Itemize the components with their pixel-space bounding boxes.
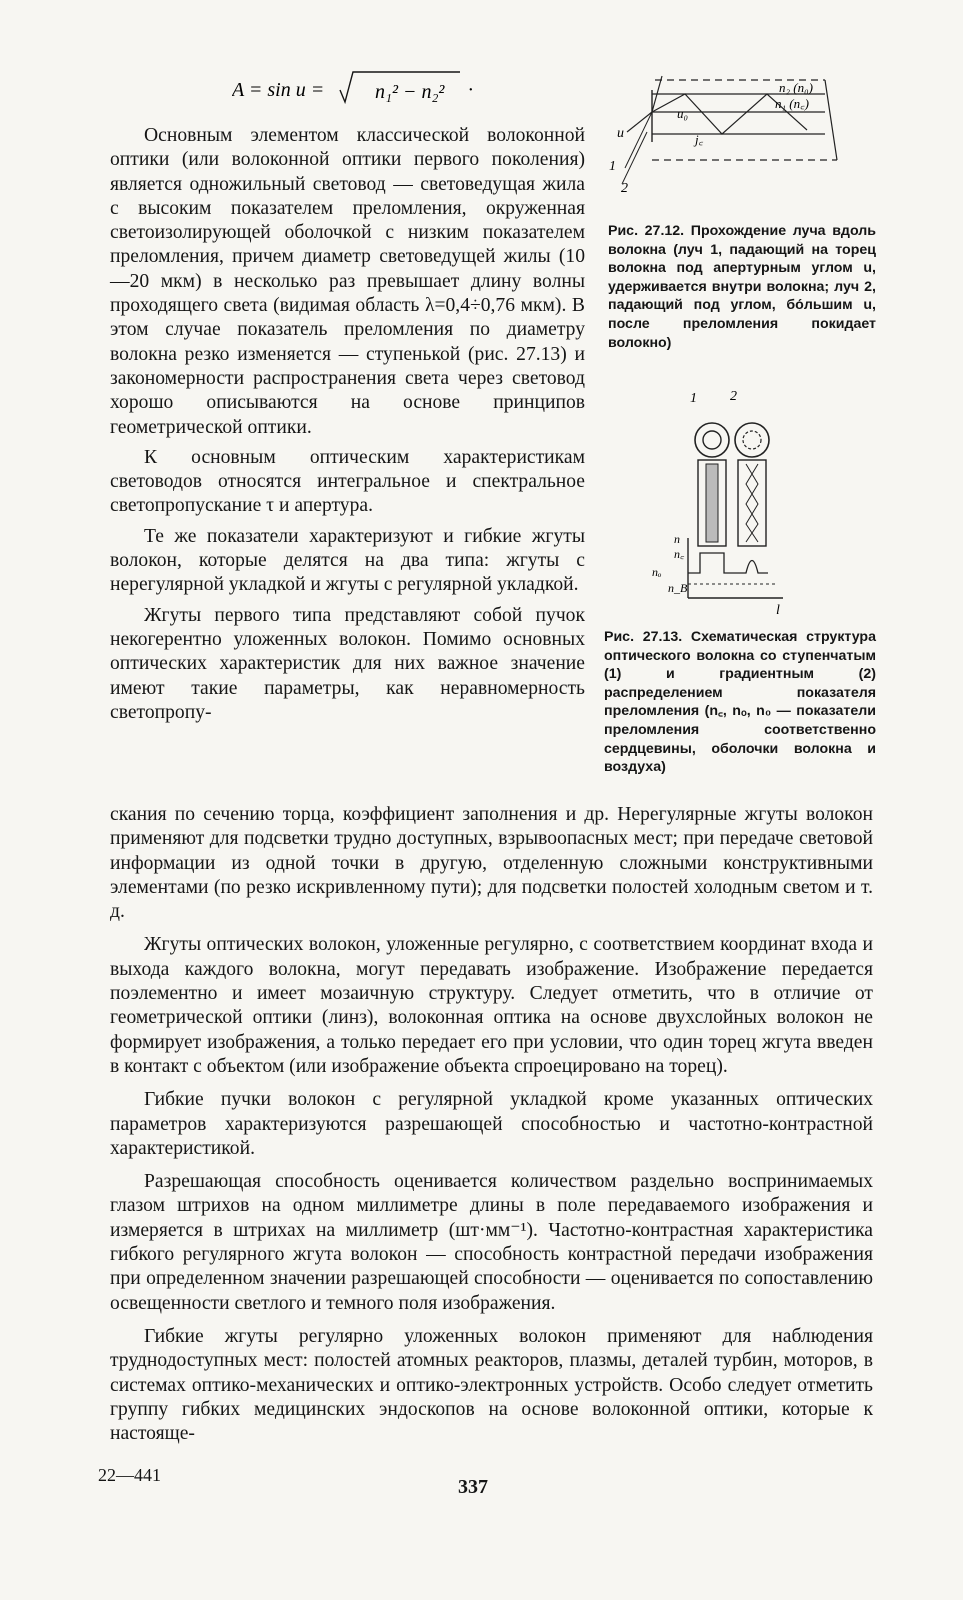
fiber-1-core-body: [706, 464, 718, 542]
formula-graphic: [232, 66, 492, 116]
label-ray-2: 2: [621, 181, 628, 196]
full-width-text: [110, 803, 873, 1446]
paragraph: Жгуты оптических волокон, уложенные регулярно, с соответствием координат входа и выхода каждого волокна, могут передавать изображение. Изображение передается поэлементно и имеет мозаичную структуру. Следует отметить, что в отличие от геометрической оптики (линз), волоконная оптика на основе двухслойных волокон не формирует изображения, а только передает его при условии, что один торец жгута введен в контакт с объектом (или изображение объекта спроецировано на торец).: [110, 934, 873, 1077]
label-ray-1: 1: [609, 159, 616, 174]
label-nb: n_B: [668, 581, 688, 595]
gradient-index-profile: [740, 561, 768, 574]
label-nc: n꜀: [674, 547, 685, 561]
label-fiber-2: 2: [730, 389, 737, 404]
paragraph: Жгуты первого типа представляют собой пучок некогерентно уложенных волокон. Помимо основных оптических характеристик для них важное значение имеют такие параметры, как неравномерность светопропу-: [110, 604, 585, 723]
figure-27-13-diagram: [648, 388, 798, 618]
signature-code: 22—441: [98, 1465, 161, 1485]
step-index-profile: [688, 553, 740, 573]
formula-radicand: n₁² − n₂²: [375, 81, 445, 103]
ray-2-leader: [622, 132, 647, 184]
paragraph: Разрешающая способность оценивается количеством раздельно воспринимаемых глазом штрихов на одном миллиметре длины в поле передаваемого изображения и измеряется в штрихах на миллиметр (шт·мм⁻¹). Частотно-контрастная характеристика гибкого регулярного жгута волокон — способность контрастной передачи изображения при определенном значении разрешающей способности — оценивается по сопоставлению освещенности светлого и темного поля изображения.: [110, 1171, 873, 1314]
paragraph: Гибкие пучки волокон с регулярной укладкой кроме указанных оптических параметров характеризуются разрешающей способностью и частотно-контрастной характеристикой.: [110, 1089, 873, 1159]
paragraph-continuation: скания по сечению торца, коэффициент заполнения и др. Нерегулярные жгуты волокон применяют для подсветки трудно доступных, взрывоопасных мест; при передаче световой информации из одной точки в другую, отделенную сложными конструктивными элементами (по резко искривленному пути); для подсветки полостей холодным светом и т. д.: [110, 804, 873, 923]
paragraph: Гибкие жгуты регулярно уложенных волокон применяют для наблюдения труднодоступных мест: полостей атомных реакторов, плазмы, деталей турбин, моторов, в системах оптико-механических и оптико-электронных устройств. Особо следует отметить группу гибких медицинских эндоскопов на основе волоконной оптики, которые к настояще-: [110, 1325, 873, 1445]
paragraph: Основным элементом классической волоконной оптики (или волоконной оптики первого поколения) является одножильный световод — световедущая жила с высоким показателем преломления, окруженная светоизолирующей оболочкой с низким показателем преломления, причем диаметр световедущей жилы (10—20 мкм) в несколько раз превышает длину волны проходящего света (видимая область λ=0,4÷0,76 мкм). В этом случае показатель преломления по диаметру волокна резко изменяется — ступенькой (рис. 27.13) и закономерности распространения света через световод хорошо описываются на основе принципов геометрической оптики.: [110, 125, 585, 438]
fiber-1-cross-section: [695, 423, 729, 457]
figure-27-12-diagram: [597, 72, 877, 202]
label-l: l: [776, 603, 780, 618]
paragraph: Те же показатели характеризуют и гибкие жгуты волокон, которые делятся на два типа: жгуты с нерегулярной укладкой и жгуты с регулярной укладкой.: [110, 525, 585, 596]
formula-dot: ·: [468, 79, 473, 101]
formula-lhs: A = sin u =: [232, 79, 325, 101]
label-fiber-1: 1: [690, 391, 697, 406]
incident-ray: [627, 112, 652, 132]
label-n2: n₂ (n₀): [779, 80, 813, 95]
fiber-right-edge: [825, 80, 837, 160]
label-u: u: [617, 126, 624, 141]
label-jc: j꜀: [695, 132, 704, 147]
paragraph: К основным оптическим характеристикам световодов относятся интегральное и спектральное светопропускание τ и апертура.: [110, 446, 585, 517]
label-n: n: [674, 532, 680, 546]
fiber-2-cross-section: [735, 423, 769, 457]
page-number: 337: [458, 1476, 488, 1498]
aperture-formula: [232, 66, 492, 116]
label-no: nₒ: [652, 565, 662, 579]
fiber-1-core: [703, 431, 721, 449]
fiber-2-gradient-rays: [746, 464, 758, 542]
ray-1-leader: [625, 112, 652, 168]
label-u0: u₀: [677, 106, 689, 121]
left-column-text: [110, 124, 585, 725]
label-n1: n₁ (n꜀): [775, 96, 809, 111]
fiber-2-core: [743, 431, 761, 449]
figure-27-12-caption: Рис. 27.12. Прохождение луча вдоль волокна (луч 1, падающий на торец волокна под апертурным углом u, удерживается внутри волокна; луч 2, падающий под углом, бо́льшим u, после преломления покидает волокно): [608, 223, 876, 351]
figure-27-13-caption: Рис. 27.13. Схематическая структура оптического волокна со ступенчатым (1) и градиентным (2) распределением показателя преломления (n꜀, nₒ, n₀ — показатели преломления соответственно сердцевины, оболочки волокна и воздуха): [604, 629, 876, 776]
